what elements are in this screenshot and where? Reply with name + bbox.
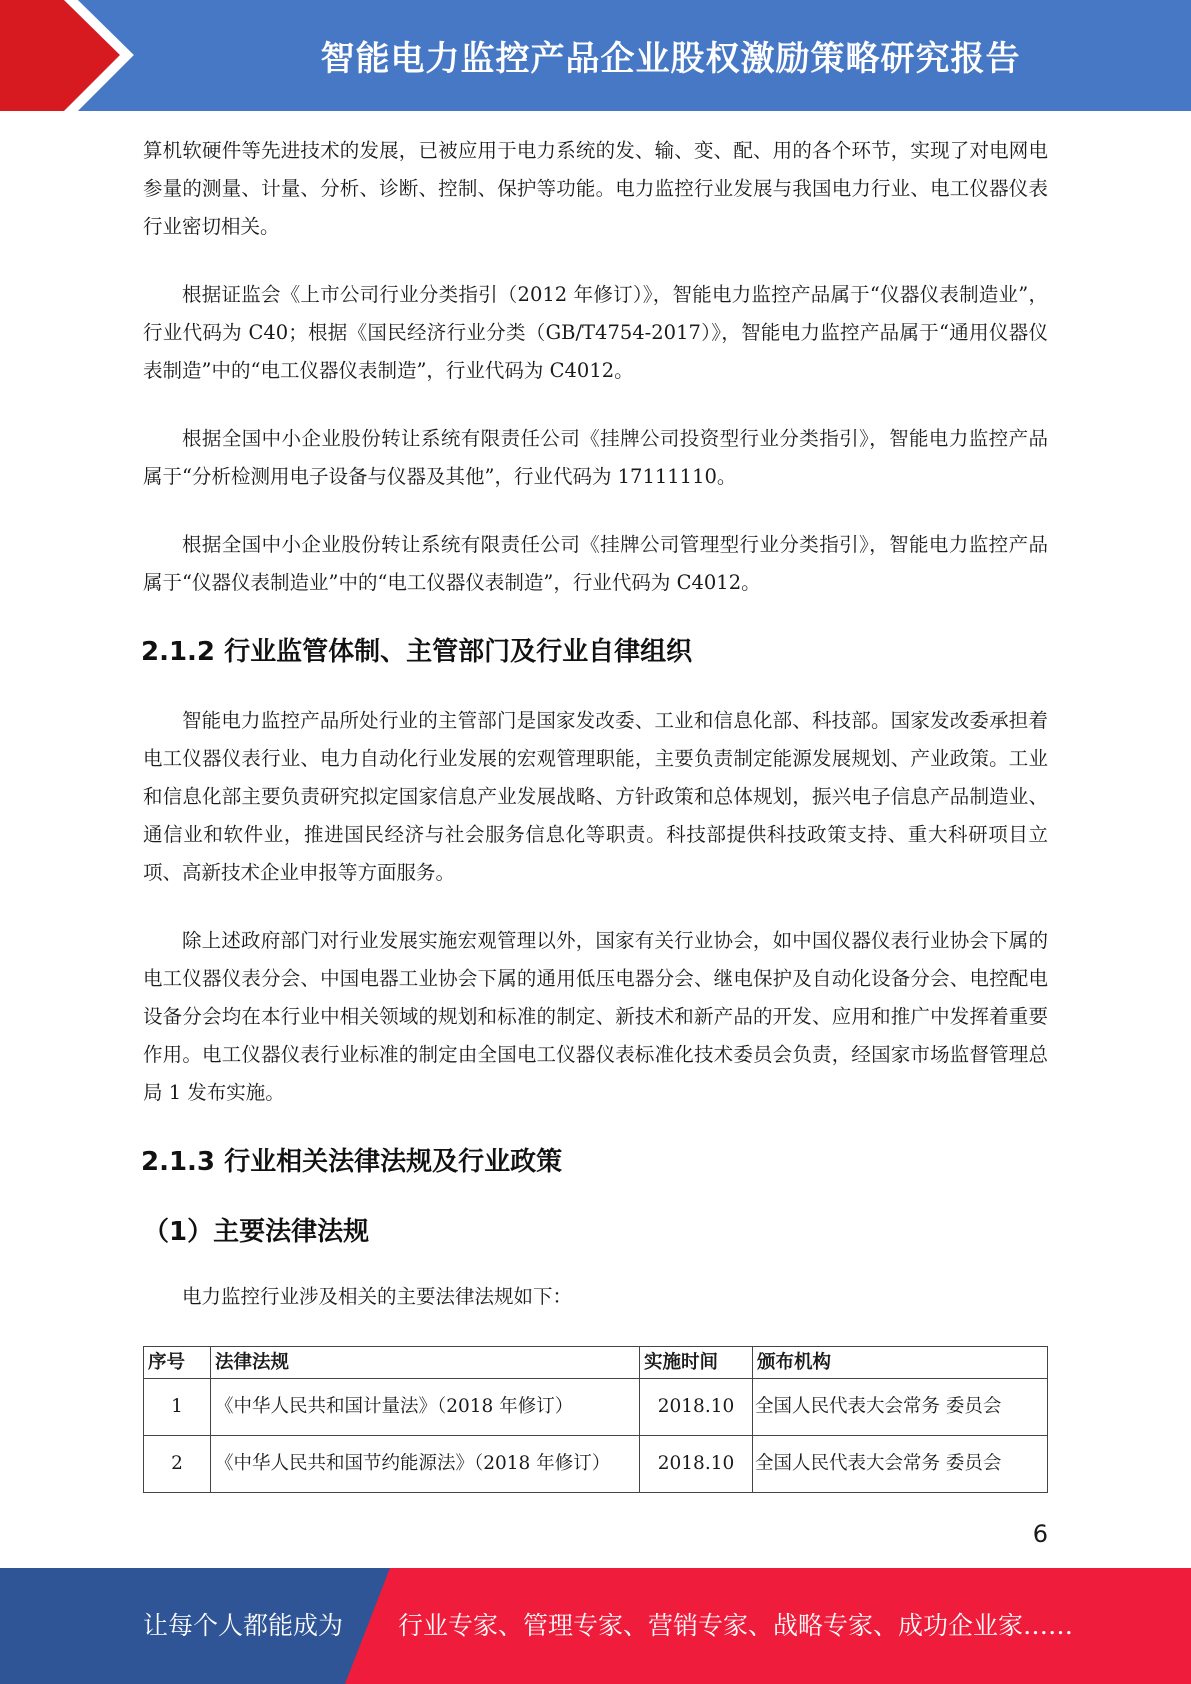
column-header: 法律法规 <box>211 1347 640 1379</box>
section-heading-2-1-2: 2.1.2 行业监管体制、主管部门及行业自律组织 <box>141 637 693 667</box>
effective-date: 2018.10 <box>640 1379 753 1436</box>
paragraph: 电力监控行业涉及相关的主要法律法规如下： <box>182 1285 573 1308</box>
section-heading-2-1-3: 2.1.3 行业相关法律法规及行业政策 <box>141 1147 563 1177</box>
issuing-agency: 全国人民代表大会常务 委员会 <box>753 1436 1048 1493</box>
document-body <box>143 132 1048 1493</box>
row-number: 1 <box>144 1379 211 1436</box>
header-arrow-decoration <box>0 0 150 111</box>
row-number: 2 <box>144 1436 211 1493</box>
page-header <box>0 0 1191 111</box>
table-header-row <box>144 1347 1048 1379</box>
column-header: 颁布机构 <box>753 1347 1048 1379</box>
issuing-agency: 全国人民代表大会常务 委员会 <box>753 1379 1048 1436</box>
column-header: 实施时间 <box>640 1347 753 1379</box>
paragraph: 根据证监会《上市公司行业分类指引（2012 年修订）》，智能电力监控产品属于“仪器仪表制造业”，行业代码为 C40；根据《国民经济行业分类（GB/T4754-2017）》，智能电力监控产品属于“通用仪器仪表制造”中的“电工仪器仪表制造”，行业代码为 C4012。 <box>143 283 1048 382</box>
table-row <box>144 1379 1048 1436</box>
footer-slogan-left: 让每个人都能成为 <box>143 1611 344 1640</box>
paragraph: 根据全国中小企业股份转让系统有限责任公司《挂牌公司投资型行业分类指引》，智能电力监控产品属于“分析检测用电子设备与仪器及其他”，行业代码为 17111110。 <box>143 427 1048 488</box>
subsection-heading: （1）主要法律法规 <box>143 1217 370 1247</box>
table-row <box>144 1436 1048 1493</box>
law-name: 《中华人民共和国节约能源法》（2018 年修订） <box>211 1436 640 1493</box>
paragraph: 除上述政府部门对行业发展实施宏观管理以外，国家有关行业协会，如中国仪器仪表行业协会下属的电工仪器仪表分会、中国电器工业协会下属的通用低压电器分会、继电保护及自动化设备分会、电控配电设备分会均在本行业中相关领域的规划和标准的制定、新技术和新产品的开发、应用和推广中发挥着重要作用。电工仪器仪表行业标准的制定由全国电工仪器仪表标准化技术委员会负责，经国家市场监督管理总局 1 发布实施。 <box>143 929 1048 1104</box>
page-footer <box>0 1568 1191 1684</box>
page-number: 6 <box>1032 1520 1048 1548</box>
laws-table <box>143 1346 1048 1493</box>
paragraph: 算机软硬件等先进技术的发展，已被应用于电力系统的发、输、变、配、用的各个环节，实现了对电网电参量的测量、计量、分析、诊断、控制、保护等功能。电力监控行业发展与我国电力行业、电工仪器仪表行业密切相关。 <box>143 139 1048 238</box>
paragraph: 智能电力监控产品所处行业的主管部门是国家发改委、工业和信息化部、科技部。国家发改委承担着电工仪器仪表行业、电力自动化行业发展的宏观管理职能，主要负责制定能源发展规划、产业政策。工业和信息化部主要负责研究拟定国家信息产业发展战略、方针政策和总体规划，振兴电子信息产品制造业、通信业和软件业，推进国民经济与社会服务信息化等职责。科技部提供科技政策支持、重大科研项目立项、高新技术企业申报等方面服务。 <box>143 709 1048 884</box>
footer-slogan-right: 行业专家、管理专家、营销专家、战略专家、成功企业家…… <box>398 1611 1074 1640</box>
column-header: 序号 <box>144 1347 211 1379</box>
report-title: 智能电力监控产品企业股权激励策略研究报告 <box>320 39 1021 79</box>
law-name: 《中华人民共和国计量法》（2018 年修订） <box>211 1379 640 1436</box>
paragraph: 根据全国中小企业股份转让系统有限责任公司《挂牌公司管理型行业分类指引》，智能电力监控产品属于“仪器仪表制造业”中的“电工仪器仪表制造”，行业代码为 C4012。 <box>143 533 1048 594</box>
effective-date: 2018.10 <box>640 1436 753 1493</box>
